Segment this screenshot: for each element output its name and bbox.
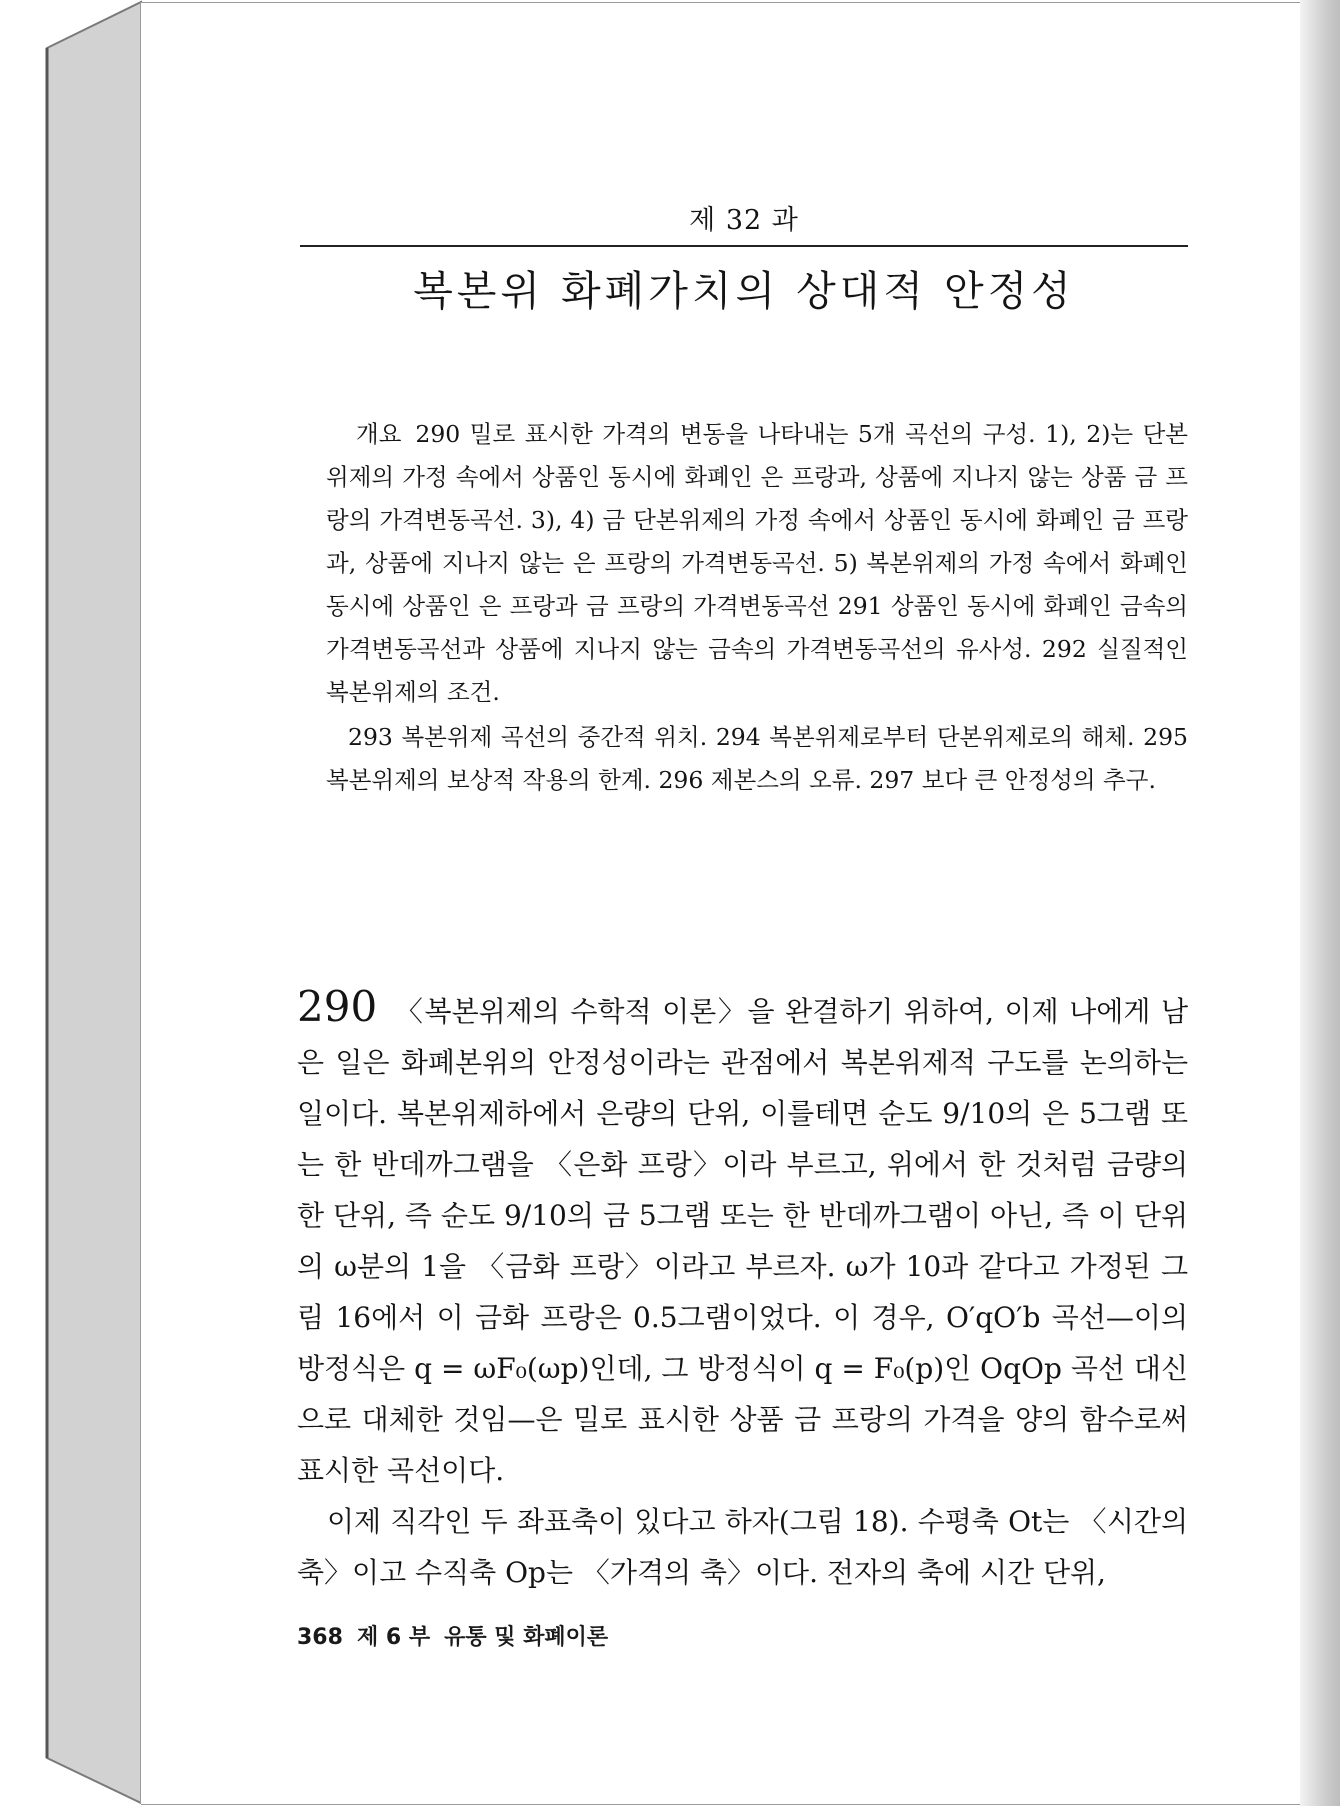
- section-number: 290: [297, 982, 378, 1031]
- summary-paragraph-2: 293 복본위제 곡선의 중간적 위치. 294 복본위제로부터 단본위제로의 해체. 295 복본위제의 보상적 작용의 한계. 296 제본스의 오류. 297 보다 큰 안정성의 추구.: [326, 723, 1188, 794]
- book-spine-edge: [0, 0, 150, 1806]
- body-text-1: 〈복본위제의 수학적 이론〉을 완결하기 위하여, 이제 나에게 남은 일은 화폐본위의 안정성이라는 관점에서 복본위제적 구도를 논의하는 일이다. 복본위제하에서 은량의 단위, 이를테면 순도 9/10의 은 5그램 또는 한 반데까그램을 〈은화 프랑〉이라 부르고, 위에서 한 것처럼 금량의 한 단위, 즉 순도 9/10의 금 5그램 또는 한 반데까그램이 아닌, 즉 이 단위의 ω분의 1을 〈금화 프랑〉이라고 부르자. ω가 10과 같다고 가정된 그림 16에서 이 금화 프랑은 0.5그램이었다. 이 경우, O′qO′b 곡선—이의 방정식은 q = ωF₀(ωp)인데, 그 방정식이 q = F₀(p)인 OqOp 곡선 대신으로 대체한 것임—은 밀로 표시한 상품 금 프랑의 가격을 양의 함수로써 표시한 곡선이다.: [297, 995, 1188, 1487]
- body-paragraph-2: 이제 직각인 두 좌표축이 있다고 하자(그림 18). 수평축 Ot는 〈시간의 축〉이고 수직축 Op는 〈가격의 축〉이다. 전자의 축에 시간 단위,: [297, 1505, 1188, 1589]
- body-paragraph-1: [297, 982, 1188, 1496]
- summary-paragraph: [326, 413, 1188, 714]
- page-right-shadow: [1300, 0, 1340, 1806]
- summary-text-1: 290 밀로 표시한 가격의 변동을 나타내는 5개 곡선의 구성. 1), 2)는 단본위제의 가정 속에서 상품인 동시에 화폐인 은 프랑과, 상품에 지나지 않는 상품 금 프랑의 가격변동곡선. 3), 4) 금 단본위제의 가정 속에서 상품인 동시에 화폐인 금 프랑과, 상품에 지나지 않는 은 프랑의 가격변동곡선. 5) 복본위제의 가정 속에서 화폐인 동시에 상품인 은 프랑과 금 프랑의 가격변동곡선 291 상품인 동시에 화폐인 금속의 가격변동곡선과 상품에 지나지 않는 금속의 가격변동곡선의 유사성. 292 실질적인 복본위제의 조건.: [326, 420, 1188, 706]
- title-rule: [300, 245, 1188, 247]
- summary-label: 개요: [356, 420, 402, 448]
- footer-part: 제 6 부: [356, 1625, 431, 1650]
- page-footer: [297, 1620, 608, 1651]
- page-number: 368: [297, 1625, 343, 1650]
- body-text: [297, 982, 1188, 1598]
- chapter-title: 복본위 화폐가치의 상대적 안정성: [413, 267, 1075, 315]
- footer-part-title: 유통 및 화폐이론: [444, 1625, 609, 1650]
- lesson-label: 제 32 과: [689, 205, 799, 236]
- summary-block: [326, 413, 1188, 802]
